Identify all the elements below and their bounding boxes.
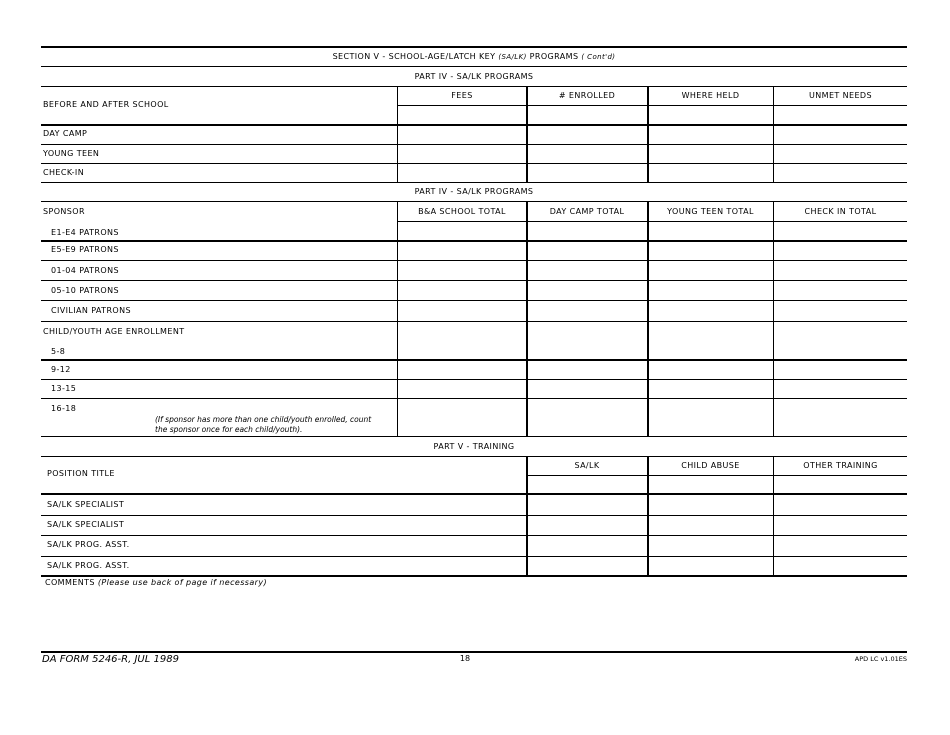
col-header-salk: SA/LK xyxy=(574,461,600,470)
before-after-school-label: BEFORE AND AFTER SCHOOL xyxy=(43,100,169,109)
sponsor-count-note-line1: (If sponsor has more than one child/youth enrolled, count xyxy=(155,415,372,424)
form-id: DA FORM 5246-R, JUL 1989 xyxy=(42,654,179,665)
col-header-unmet-needs: UNMET NEEDS xyxy=(809,91,872,100)
part1-title-rule xyxy=(41,86,907,87)
age-row-16-18: 16-18 xyxy=(51,404,77,413)
part-programs-1-title: PART IV - SA/LK PROGRAMS xyxy=(414,72,534,81)
part2-rule-05 xyxy=(41,300,907,301)
part1-vline-3 xyxy=(647,86,649,182)
col-header-fees: FEES xyxy=(451,91,473,100)
col-header-check-in-total: CHECK IN TOTAL xyxy=(804,207,877,216)
training-vline-2 xyxy=(647,456,649,575)
position-title-label: POSITION TITLE xyxy=(47,469,115,478)
section-title-contd: ( Cont'd) xyxy=(581,53,616,61)
col-header-child-abuse: CHILD ABUSE xyxy=(681,461,740,470)
col-header-where-held: WHERE HELD xyxy=(681,91,740,100)
sponsor-count-note xyxy=(155,415,371,435)
age-row-5-8: 5-8 xyxy=(51,347,66,356)
part2-rule-9-12 xyxy=(41,379,907,380)
section-title-rule xyxy=(41,66,907,67)
part-programs-2-title: PART IV - SA/LK PROGRAMS xyxy=(414,187,534,196)
training-row-specialist-1: SA/LK SPECIALIST xyxy=(47,500,125,509)
col-header-day-camp-total: DAY CAMP TOTAL xyxy=(549,207,625,216)
fees-input-before-after[interactable] xyxy=(398,106,525,123)
part1-vline-1 xyxy=(397,86,398,182)
sponsor-label: SPONSOR xyxy=(43,207,85,216)
comments-hint: (Please use back of page if necessary) xyxy=(97,578,267,587)
section-title-tail: PROGRAMS xyxy=(529,52,579,61)
page-number: 18 xyxy=(459,654,471,663)
unmet-needs-input-before-after[interactable] xyxy=(774,106,906,123)
sponsor-row-e5-e9: E5-E9 PATRONS xyxy=(51,245,119,254)
part2-bottom-rule xyxy=(41,436,907,437)
part1-vline-2 xyxy=(526,86,528,182)
training-vline-3 xyxy=(773,456,774,575)
enrolled-input-before-after[interactable] xyxy=(528,106,646,123)
part1-header-bottom xyxy=(41,124,907,126)
col-header-young-teen-total: YOUNG TEEN TOTAL xyxy=(667,207,754,216)
comments-field[interactable] xyxy=(41,592,907,650)
row-label-check-in: CHECK-IN xyxy=(43,168,85,177)
training-bottom-rule xyxy=(41,575,907,577)
part1-vline-4 xyxy=(773,86,774,182)
section-title xyxy=(41,52,907,61)
part2-rule-e5 xyxy=(41,260,907,261)
training-rule-1 xyxy=(41,515,907,516)
part-training-title: PART V - TRAINING xyxy=(433,442,515,451)
part2-rule-01 xyxy=(41,280,907,281)
where-held-input-before-after[interactable] xyxy=(649,106,772,123)
age-row-13-15: 13-15 xyxy=(51,384,77,393)
part1-row-rule-2 xyxy=(41,163,907,164)
col-header-ba-school-total: B&A SCHOOL TOTAL xyxy=(418,207,506,216)
col-header-enrolled: # ENROLLED xyxy=(558,91,616,100)
part2-rule-e1 xyxy=(41,240,907,242)
sponsor-row-01-04: 01-04 PATRONS xyxy=(51,266,119,275)
training-row-specialist-2: SA/LK SPECIALIST xyxy=(47,520,125,529)
part1-bottom-rule xyxy=(41,182,907,183)
col-header-other-training: OTHER TRAINING xyxy=(803,461,878,470)
part2-subheader-rule xyxy=(397,221,907,222)
row-label-day-camp: DAY CAMP xyxy=(43,129,88,138)
section-title-main: SECTION V - SCHOOL-AGE/LATCH KEY xyxy=(332,52,496,61)
training-subheader-rule xyxy=(526,475,907,476)
sponsor-row-civilian: CIVILIAN PATRONS xyxy=(51,306,131,315)
sponsor-row-e1-e4: E1-E4 PATRONS xyxy=(51,228,119,237)
training-row-prog-asst-2: SA/LK PROG. ASST. xyxy=(47,561,130,570)
sponsor-count-note-line2: the sponsor once for each child/youth). xyxy=(155,425,303,434)
top-rule xyxy=(41,46,907,48)
footer-rule xyxy=(41,651,907,653)
part2-vline-1 xyxy=(397,201,398,436)
sponsor-row-05-10: 05-10 PATRONS xyxy=(51,286,119,295)
part2-rule-13-15 xyxy=(41,398,907,399)
row-label-young-teen: YOUNG TEEN xyxy=(43,149,100,158)
child-youth-enrollment-label: CHILD/YOUTH AGE ENROLLMENT xyxy=(43,327,185,336)
training-header-bottom xyxy=(41,493,907,495)
part2-vline-3 xyxy=(647,201,649,436)
part2-rule-civ xyxy=(41,321,907,322)
training-row-prog-asst-1: SA/LK PROG. ASST. xyxy=(47,540,130,549)
age-row-9-12: 9-12 xyxy=(51,365,71,374)
part1-row-rule-1 xyxy=(41,144,907,145)
form-version: APD LC v1.01ES xyxy=(854,655,907,663)
training-title-rule xyxy=(41,456,907,457)
training-rule-3 xyxy=(41,556,907,557)
part2-vline-2 xyxy=(526,201,528,436)
training-vline-1 xyxy=(526,456,528,575)
part2-rule-5-8 xyxy=(41,359,907,361)
training-rule-2 xyxy=(41,535,907,536)
comments-label-text: COMMENTS xyxy=(45,578,95,587)
part2-vline-4 xyxy=(773,201,774,436)
section-title-abbr: (SA/LK) xyxy=(498,53,527,61)
comments-label xyxy=(45,578,267,587)
part2-title-rule xyxy=(41,201,907,202)
